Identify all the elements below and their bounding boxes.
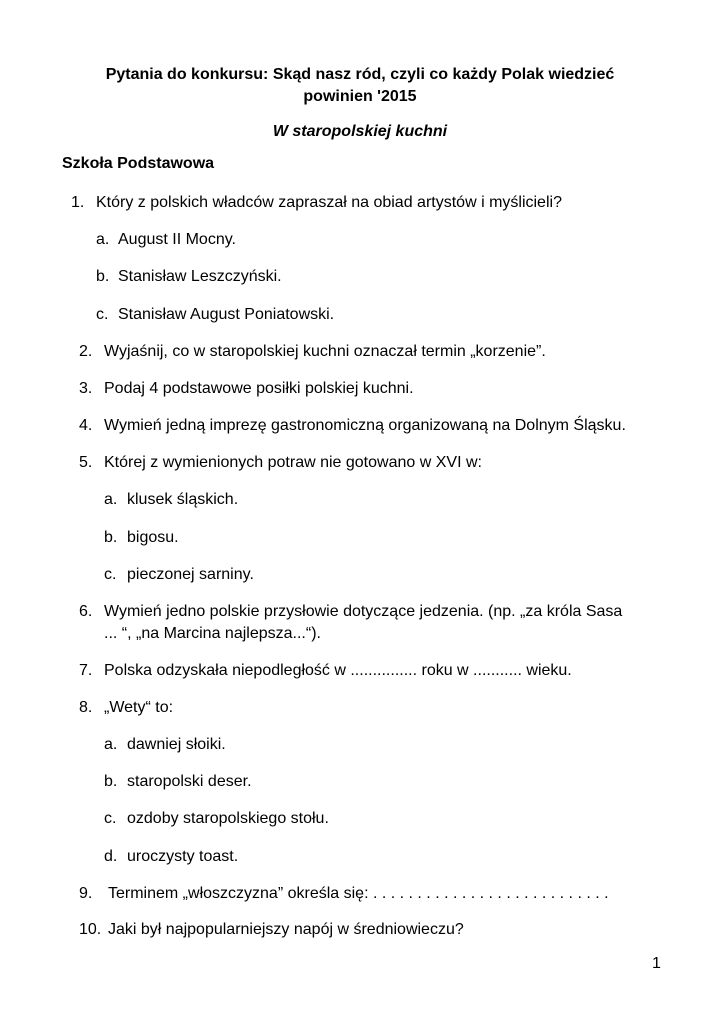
option-letter: b. (104, 773, 118, 790)
option-letter: c. (104, 810, 117, 827)
question-number: 1. (71, 194, 85, 211)
question-number: 2. (79, 343, 93, 360)
question-number: 3. (79, 380, 93, 397)
option-letter: b. (104, 529, 118, 546)
option-text: ozdoby staropolskiego stołu. (127, 810, 329, 827)
option-text: klusek śląskich. (127, 491, 239, 508)
question-text: Podaj 4 podstawowe posiłki polskiej kuchni. (104, 380, 414, 397)
option-letter: c. (96, 306, 109, 323)
option-letter: a. (96, 231, 110, 248)
document-subtitle: W staropolskiej kuchni (272, 123, 448, 140)
question-number: 4. (79, 417, 93, 434)
question-text: Wymień jedną imprezę gastronomiczną organizowaną na Dolnym Śląsku. (104, 417, 626, 434)
question-text: Który z polskich władców zapraszał na obiad artystów i myślicieli? (96, 194, 562, 211)
question-number: 10. (79, 921, 102, 938)
question-number: 9. (79, 885, 93, 902)
page-number: 1 (652, 955, 661, 972)
option-letter: b. (96, 268, 110, 285)
question-number: 6. (79, 603, 93, 620)
option-text: Stanisław Leszczyński. (118, 268, 282, 285)
question-text-continuation: ... “, „na Marcina najlepsza...“). (104, 625, 321, 642)
option-text: dawniej słoiki. (127, 736, 226, 753)
option-text: August II Mocny. (118, 231, 236, 248)
option-text: pieczonej sarniny. (127, 566, 254, 583)
question-text: Jaki był najpopularniejszy napój w średniowieczu? (108, 921, 464, 938)
question-text: Polska odzyskała niepodległość w ............... roku w ........... wieku. (104, 662, 572, 679)
question-text: Której z wymienionych potraw nie gotowano w XVI w: (104, 454, 482, 471)
question-text: Terminem „włoszczyzna” określa się: . . . . . . . . . . . . . . . . . . . . . . . . . . . (108, 885, 609, 902)
document-title-line-2: powinien '2015 (303, 88, 417, 105)
question-text: Wymień jedno polskie przysłowie dotyczące jedzenia. (np. „za króla Sasa (104, 603, 623, 620)
option-letter: c. (104, 566, 117, 583)
question-number: 8. (79, 699, 93, 716)
option-letter: a. (104, 491, 118, 508)
question-number: 7. (79, 662, 93, 679)
option-text: bigosu. (127, 529, 179, 546)
question-text: „Wety“ to: (104, 699, 174, 716)
option-text: Stanisław August Poniatowski. (118, 306, 335, 323)
question-number: 5. (79, 454, 93, 471)
option-text: staropolski deser. (127, 773, 252, 790)
question-text: Wyjaśnij, co w staropolskiej kuchni oznaczał termin „korzenie”. (104, 343, 546, 360)
document-title-line-1: Pytania do konkursu: Skąd nasz ród, czyli co każdy Polak wiedzieć (105, 66, 615, 83)
section-heading: Szkoła Podstawowa (62, 155, 215, 172)
option-letter: a. (104, 736, 118, 753)
option-letter: d. (104, 848, 118, 865)
option-text: uroczysty toast. (127, 848, 239, 865)
